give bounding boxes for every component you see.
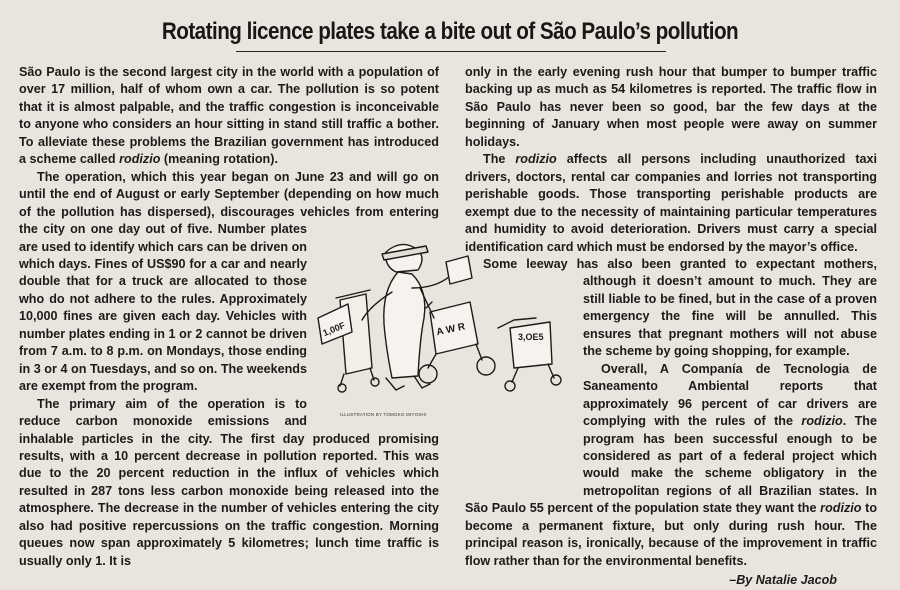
paragraph-5: The rodizio affects all persons including unauthorized taxi drivers, doctors, rental car companies and lorries not transporting perishable goods. Those transporting perishable products are exempt due to the necessity of maintaining particular temperatures and humidity to avoid deterioration. Drivers must carry a special identification card which must be endorsed by the mayor’s office. xyxy=(465,152,878,254)
headline-rule xyxy=(236,51,666,52)
sign-middle: A W R xyxy=(435,321,467,339)
paragraph-7: Overall, A Companía de Tecnologia de Saneamento Ambiental reports that approximately 96 percent of car drivers are complying with the rules of the rodizio. The program has been successful enough to be considered as part of a federal project which would make the scheme obligatory in the metropolitan regions of all Brazilian states. In São Paulo 55 percent of the population state they want the rodizio to become a permanent fixture, but only during rush hour. The principal reason is, ironically, because of the improvement in traffic flow rather than for the environmental benefits. xyxy=(465,361,878,568)
paragraph-3: The primary aim of the operation is to reduce carbon monoxide emissions and inhalable particles in the city. The first day produced promising results, with a 10 percent decrease in pollution reported. This was due to the 20 percent reduction in the influx of vehicles which resulted in 287 tons less carbon monoxide being released into the atmosphere. The decrease in the number of vehicles entering the city also had positive repercussions on the traffic congestion. Morning queues now span approximately 5 kilometres; lunch time traffic is usually only 1. It is xyxy=(19,396,439,568)
byline: –By Natalie Jacob xyxy=(729,573,837,588)
headline: Rotating licence plates take a bite out of São Paulo’s pollution xyxy=(161,18,739,45)
paragraph-6: Some leeway has also been granted to expectant mothers, although it doesn’t amount to much. They are still liable to be fined, but in the case of a proven emergency the fine will be annulled. This ensures that pregnant mothers will not abuse the scheme by going shopping, for example. xyxy=(483,256,877,359)
paragraph-2: The operation, which this year began on June 23 and will go on until the end of August or early September (depending on how much of the pollution has dispersed), discourages vehicles from entering the city on one day out of five. Number plates are used to identify which cars can be driven on which days. Fines of US$90 for a car and nearly double that for a truck are allocated to those who do not adhere to the rules. Approximately 10,000 fines are given each day. Vehicles with number plates ending in 1 or 2 cannot be driven from 7 a.m. to 8 p.m. on Mondays, those ending in 3 or 4 on Tuesdays, and so on. The weekends are exempt from the program. xyxy=(19,169,439,394)
paragraph-4: only in the early evening rush hour that bumper to bumper traffic backing up as much as 54 kilometres is reported. The traffic flow in São Paulo has never been so good, bar the few days at the beginning of January when most people were away on summer holidays. xyxy=(465,65,877,149)
sign-right: 3,OE5 xyxy=(518,332,544,342)
sign-left: 1,00F xyxy=(321,320,347,339)
illustration-street-sweeper xyxy=(300,228,585,398)
paragraph-1: São Paulo is the second largest city in the world with a population of over 17 million, half of whom own a car. The pollution is so potent that it is almost palpable, and the traffic congestion is inconceivable to anyone who considers an hour sitting in stand still traffic a bother. To alleviate these problems the Brazilian government has introduced a scheme called rodizio (meaning rotation). xyxy=(19,65,439,167)
illustration-credit: ILLUSTRATION BY TOMOKO MIYOSHI xyxy=(340,412,427,417)
